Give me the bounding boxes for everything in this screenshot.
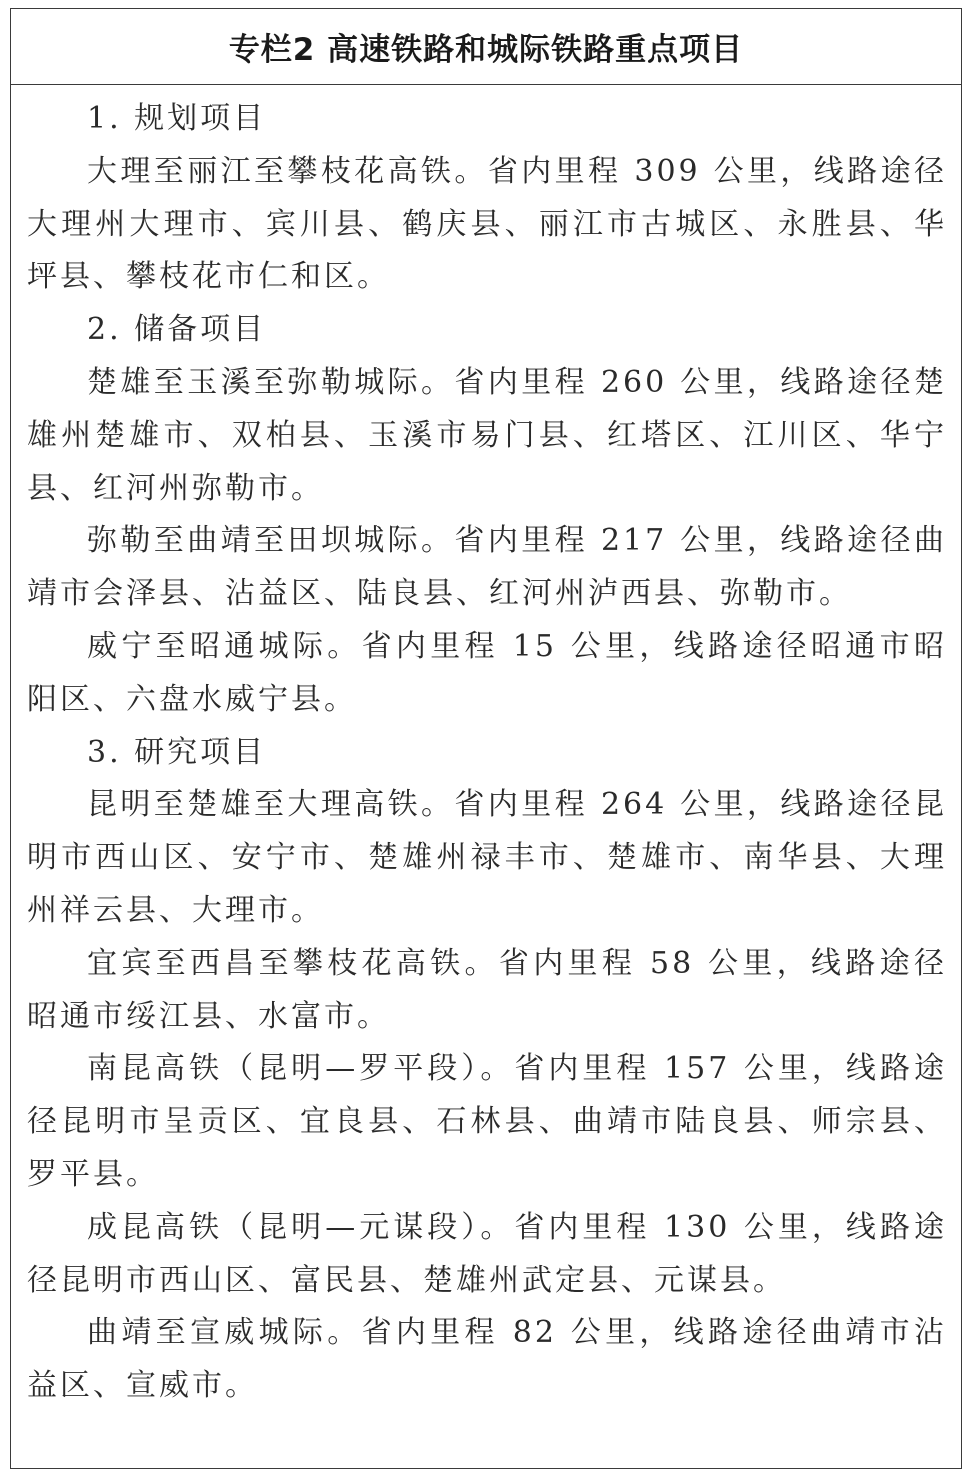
section-heading-research: 3. 研究项目 — [87, 734, 267, 770]
project-mile-qujing-tianba: 弥勒至曲靖至田坝城际。省内里程 217 公里，线路途径曲靖市会泽县、沾益区、陆良县、红河州泸西县、弥勒市。 — [27, 523, 947, 612]
project-chengkun-yuanmou: 成昆高铁（昆明—元谋段）。省内里程 130 公里，线路途径昆明市西山区、富民县、楚雄州武定县、元谋县。 — [27, 1209, 947, 1298]
table-body — [11, 85, 961, 1413]
project-weining-zhaotong: 威宁至昭通城际。省内里程 15 公里，线路途径昭通市昭阳区、六盘水威宁县。 — [27, 628, 947, 717]
table-title: 专栏2 高速铁路和城际铁路重点项目 — [228, 32, 744, 68]
table-header — [11, 9, 961, 85]
section-heading-reserve: 2. 储备项目 — [87, 312, 267, 348]
project-nankun-luoping: 南昆高铁（昆明—罗平段）。省内里程 157 公里，线路途径昆明市呈贡区、宜良县、石林县、曲靖市陆良县、师宗县、罗平县。 — [27, 1051, 947, 1192]
project-chuxiong-yuxi-mile: 楚雄至玉溪至弥勒城际。省内里程 260 公里，线路途径楚雄州楚雄市、双柏县、玉溪市易门县、红塔区、江川区、华宁县、红河州弥勒市。 — [27, 364, 947, 506]
project-kunming-chuxiong-dali: 昆明至楚雄至大理高铁。省内里程 264 公里，线路途径昆明市西山区、安宁市、楚雄州禄丰市、楚雄市、南华县、大理州祥云县、大理市。 — [27, 787, 947, 928]
project-dali-lijiang-panzhihua: 大理至丽江至攀枝花高铁。省内里程 309 公里，线路途径大理州大理市、宾川县、鹤庆县、丽江市古城区、永胜县、华坪县、攀枝花市仁和区。 — [27, 153, 947, 295]
section-heading-planned: 1. 规划项目 — [87, 101, 267, 136]
project-table — [10, 8, 962, 1469]
project-yibin-xichang-panzhihua: 宜宾至西昌至攀枝花高铁。省内里程 58 公里，线路途径昭通市绥江县、水富市。 — [27, 945, 947, 1034]
project-qujing-xuanwei: 曲靖至宣威城际。省内里程 82 公里，线路途径曲靖市沾益区、宣威市。 — [27, 1315, 947, 1404]
